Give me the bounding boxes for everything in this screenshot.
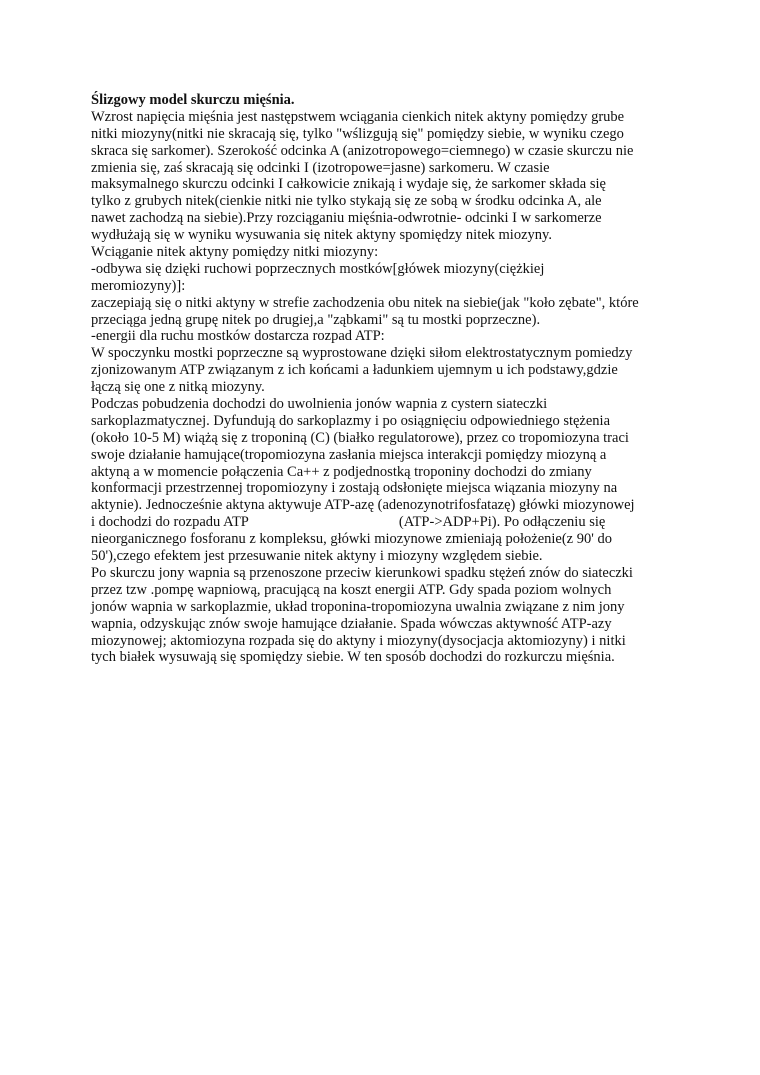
text-line: W spoczynku mostki poprzeczne są wyprostowane dzięki siłom elektrostatycznym pomiedzy <box>91 345 633 362</box>
text-line: Wzrost napięcia mięśnia jest następstwem wciągania cienkich nitek aktyny pomiędzy grube <box>91 108 625 125</box>
text-line: miozynowej; aktomiozyna rozpada się do aktyny i miozyny(dysocjacja aktomiozyny) i nitki <box>91 632 626 649</box>
text-line: Wciąganie nitek aktyny pomiędzy nitki miozyny: <box>91 244 379 261</box>
text-line: tych białek wysuwają się spomiędzy siebie. W ten sposób dochodzi do rozkurczu mięśnia. <box>91 649 615 666</box>
text-line: nawet zachodzą na siebie).Przy rozciąganiu mięśnia-odwrotnie- odcinki I w sarkomerze <box>91 210 602 227</box>
text-line: łączą się one z nitką miozyny. <box>91 379 265 396</box>
text-line: -odbywa się dzięki ruchowi poprzecznych mostków[główek miozyny(ciężkiej <box>91 260 545 277</box>
text-line: nieorganicznego fosforanu z kompleksu, główki miozynowe zmieniają położenie(z 90' do <box>91 531 612 548</box>
text-line: swoje działanie hamujące(tropomiozyna zasłania miejsca interakcji pomiędzy miozyną a <box>91 446 607 463</box>
text-line: tylko z grubych nitek(cienkie nitki nie tylko stykają się ze sobą w środku odcinka A, ale <box>91 193 602 210</box>
text-line: 50'),czego efektem jest przesuwanie nitek aktyny i miozyny względem siebie. <box>91 548 543 565</box>
text-line-split <box>91 514 691 531</box>
text-line: maksymalnego skurczu odcinki I całkowicie znikają i wydaje się, że sarkomer składa się <box>91 176 606 193</box>
text-line: aktynie). Jednocześnie aktyna aktywuje ATP-azę (adenozynotrifosfatazę) główki miozynowej <box>91 497 635 514</box>
split-line-right: (ATP->ADP+Pi). Po odłączeniu się <box>398 514 606 531</box>
text-line: zaczepiają się o nitki aktyny w strefie zachodzenia obu nitek na siebie(jak "koło zębate", które <box>91 294 639 311</box>
text-line: aktyną a w momencie połączenia Ca++ z podjednostką troponiny dochodzi do zmiany <box>91 463 592 480</box>
text-line: (około 10-5 M) wiążą się z troponiną (C) (białko regulatorowe), przez co tropomiozyna traci <box>91 429 629 446</box>
text-line: -energii dla ruchu mostków dostarcza rozpad ATP: <box>91 328 385 345</box>
text-line: wydłużają się w wyniku wysuwania się nitek aktyny spomiędzy nitek miozyny. <box>91 227 552 244</box>
text-line: nitki miozyny(nitki nie skracają się, tylko "wślizgują się" pomiędzy siebie, w wyniku czego <box>91 125 624 142</box>
document-body <box>91 92 691 666</box>
document-title: Ślizgowy model skurczu mięśnia. <box>91 92 295 108</box>
text-line: skraca się sarkomer). Szerokość odcinka A (anizotropowego=ciemnego) w czasie skurczu nie <box>91 142 634 159</box>
text-line: zmienia się, zaś skracają się odcinki I (izotropowe=jasne) sarkomeru. W czasie <box>91 159 550 176</box>
text-line: meromiozyny)]: <box>91 277 186 294</box>
text-line: przez tzw .pompę wapniową, pracującą na koszt energii ATP. Gdy spada poziom wolnych <box>91 581 612 598</box>
text-line: konformacji przestrzennej tropomiozyny i zostają odsłonięte miejsca wiązania miozyny na <box>91 480 618 497</box>
text-line: Po skurczu jony wapnia są przenoszone przeciw kierunkowi spadku stężeń znów do siateczki <box>91 564 633 581</box>
text-line: wapnia, odzyskując znów swoje hamujące działanie. Spada wówczas aktywność ATP-azy <box>91 615 612 632</box>
text-line: jonów wapnia w sarkoplazmie, układ troponina-tropomiozyna uwalnia związane z nim jony <box>91 598 625 615</box>
split-line-left: i dochodzi do rozpadu ATP <box>91 514 249 531</box>
text-line: zjonizowanym ATP związanym z ich końcami a ładunkiem ujemnym u ich podstawy,gdzie <box>91 362 618 379</box>
text-line: przeciąga jedną grupę nitek po drugiej,a "ząbkami" są tu mostki poprzeczne). <box>91 311 541 328</box>
text-line: Podczas pobudzenia dochodzi do uwolnienia jonów wapnia z cystern siateczki <box>91 396 548 413</box>
text-line: sarkoplazmatycznej. Dyfundują do sarkoplazmy i po osiągnięciu odpowiedniego stężenia <box>91 412 611 429</box>
